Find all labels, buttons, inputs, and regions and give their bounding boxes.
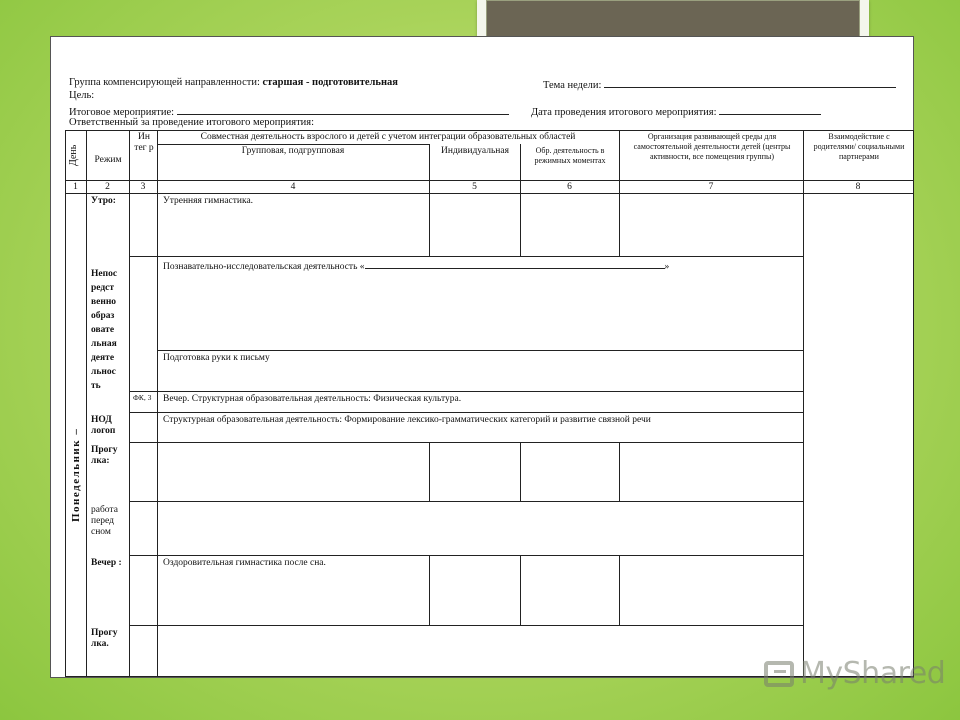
responsible-label: Ответственный за проведение итогового мероприятия: bbox=[69, 117, 315, 128]
evening-struct-text: Вечер. Структурная образовательная деятельность: Физическая культура. bbox=[163, 394, 462, 404]
col-number: 4 bbox=[290, 182, 296, 192]
final-event-date-blank bbox=[719, 104, 821, 115]
evening-label: Вечер : bbox=[91, 558, 122, 568]
group-label: Группа компенсирующей направленности: bbox=[69, 77, 260, 88]
direct-activity-label: Непос редст венно образ овате льная деяте льнос ть bbox=[91, 269, 118, 391]
evening-text: Оздоровительная гимнастика после сна. bbox=[163, 558, 326, 568]
final-event-date-label: Дата проведения итогового мероприятия: bbox=[531, 107, 717, 118]
col-number: 2 bbox=[105, 182, 110, 192]
nod-text: Структурная образовательная деятельность: Формирование лексико-грамматических категорий и развитие связной речи bbox=[163, 415, 651, 425]
goal-line bbox=[69, 90, 94, 102]
col-environment-header: Организация развивающей среды для самостоятельной деятельности детей (центры активности, все помещения группы) bbox=[633, 132, 791, 161]
group-line bbox=[69, 77, 398, 89]
col-regime-moments-header: Обр. деятельность в режимных моментах bbox=[534, 146, 606, 165]
col-integration-header: Ин тег р bbox=[134, 132, 154, 153]
nod-label: НОД логоп bbox=[91, 415, 116, 436]
walk-label: Прогу лка: bbox=[91, 445, 118, 466]
goal-label: Цель: bbox=[69, 90, 95, 101]
cognitive-blank bbox=[365, 259, 665, 269]
col-regime-header: Режим bbox=[94, 155, 122, 165]
day-name: Понедельник – bbox=[70, 427, 82, 522]
morning-label: Утро: bbox=[91, 196, 116, 206]
responsible-line bbox=[69, 117, 314, 129]
fk-label: ФК, 3 bbox=[133, 393, 152, 402]
col-individual-header: Индивидуальная bbox=[441, 146, 509, 156]
watermark-icon bbox=[764, 661, 794, 687]
theme-label: Тема недели: bbox=[543, 80, 602, 91]
cognitive-text: Познавательно-исследовательская деятельность « bbox=[163, 262, 365, 272]
col-number: 7 bbox=[708, 182, 714, 192]
hand-prep-text: Подготовка руки к письму bbox=[163, 353, 270, 363]
plan-table bbox=[65, 130, 914, 676]
group-value: старшая - подготовительная bbox=[262, 77, 398, 88]
final-event-blank bbox=[177, 104, 509, 115]
walk2-label: Прогу лка. bbox=[91, 628, 118, 649]
before-sleep-label: работа перед сном bbox=[91, 505, 118, 537]
final-event-date-line bbox=[531, 104, 821, 119]
col-number: 6 bbox=[567, 182, 572, 192]
col-day-header: День bbox=[68, 144, 79, 166]
col-number: 8 bbox=[855, 182, 861, 192]
col-number: 1 bbox=[73, 182, 78, 192]
cognitive-line bbox=[160, 258, 800, 274]
theme-line bbox=[543, 77, 896, 92]
col-interaction-header: Взаимодействие с родителями/ социальными партнерами bbox=[813, 132, 905, 161]
col-joint-activity-header: Совместная деятельность взрослого и детей с учетом интеграции образовательных областей bbox=[200, 132, 576, 142]
watermark bbox=[764, 656, 945, 691]
theme-blank bbox=[604, 77, 896, 88]
col-group-header: Групповая, подгрупповая bbox=[241, 146, 345, 156]
watermark-text: MyShared bbox=[800, 656, 946, 691]
document-page bbox=[50, 36, 914, 678]
morning-text: Утренняя гимнастика. bbox=[163, 196, 254, 206]
col-number: 5 bbox=[472, 182, 477, 192]
cognitive-close: » bbox=[664, 262, 670, 272]
col-number: 3 bbox=[140, 182, 146, 192]
final-event-label: Итоговое мероприятие: bbox=[69, 107, 175, 118]
